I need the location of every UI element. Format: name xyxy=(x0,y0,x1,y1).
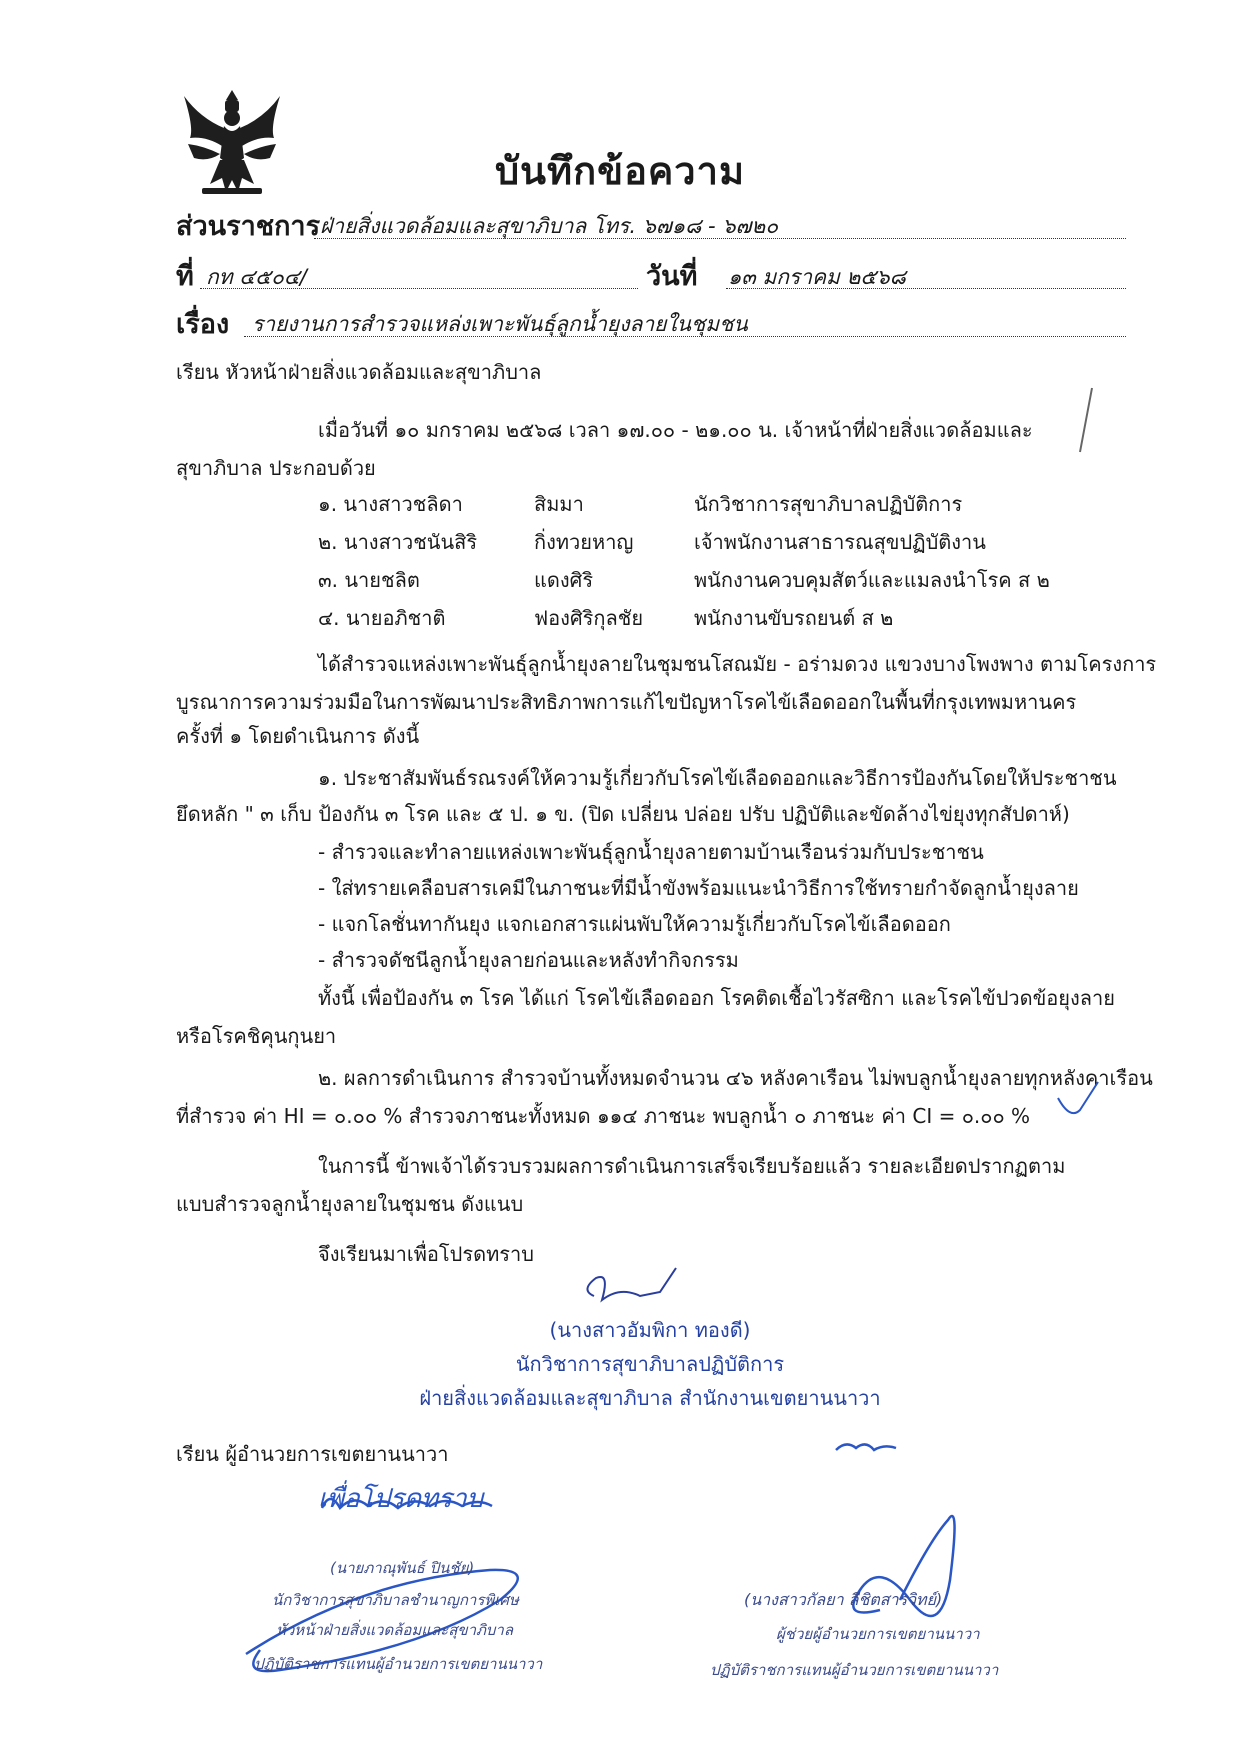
p2-line3: ครั้งที่ ๑ โดยดำเนินการ ดังนี้ xyxy=(176,724,420,748)
agency-dotline xyxy=(314,238,1126,239)
item1-line2: ยึดหลัก " ๓ เก็บ ป้องกัน ๓ โรค และ ๕ ป. ๑ ข. (ปิด เปลี่ยน ปล่อย ปรับ ปฏิบัติและขัดล้างไข่ยุงทุกสัปดาห์) xyxy=(176,802,1070,826)
salutation: เรียน หัวหน้าฝ่ายสิ่งแวดล้อมและสุขาภิบาล xyxy=(176,360,542,384)
member-surname: กิ่งทวยหาญ xyxy=(534,530,634,554)
bullet-item: - แจกโลชั่นทากันยุง แจกเอกสารแผ่นพับให้ความรู้เกี่ยวกับโรคไข้เลือดออก xyxy=(318,912,951,936)
left-signer-position: ปฏิบัติราชการแทนผู้อำนวยการเขตยานนาวา xyxy=(254,1655,543,1673)
item2-line2: ที่สำรวจ ค่า HI = ๐.๐๐ % สำรวจภาชนะทั้งหมด ๑๑๔ ภาชนะ พบลูกน้ำ ๐ ภาชนะ ค่า CI = ๐.๐๐ % xyxy=(176,1104,1031,1128)
right-signer-name: (นางสาวกัลยา ลีชิตสารวิทย์) xyxy=(744,1590,943,1609)
agency-value: ฝ่ายสิ่งแวดล้อมและสุขาภิบาล โทร. ๖๗๑๘ - ๖๗๒๐ xyxy=(320,214,779,238)
subject-value: รายงานการสำรวจแหล่งเพาะพันธุ์ลูกน้ำยุงลายในชุมชน xyxy=(252,312,748,336)
left-signer-position: หัวหน้าฝ่ายสิ่งแวดล้อมและสุขาภิบาล xyxy=(276,1621,514,1639)
signer-position: นักวิชาการสุขาภิบาลปฏิบัติการ xyxy=(515,1352,785,1376)
left-signer-name: (นายภาณุพันธ์ ปินชัย) xyxy=(330,1559,475,1577)
closing: จึงเรียนมาเพื่อโปรดทราบ xyxy=(318,1242,534,1266)
endorse-note: เพื่อโปรดทราบ xyxy=(318,1484,484,1514)
member-name: ๒. นางสาวชนันสิริ xyxy=(318,530,478,554)
p2-line1: ได้สำรวจแหล่งเพาะพันธุ์ลูกน้ำยุงลายในชุมชนโสณมัย - อร่ามดวง แขวงบางโพงพาง ตามโครงการ xyxy=(318,652,1157,676)
page-title: บันทึกข้อความ xyxy=(494,149,746,193)
member-row xyxy=(318,488,1050,526)
member-surname: แดงศิริ xyxy=(534,568,594,592)
right-signer-position: ผู้ช่วยผู้อำนวยการเขตยานนาวา xyxy=(776,1625,980,1643)
p3-line2: หรือโรคชิคุนกุนยา xyxy=(176,1024,337,1048)
member-position: พนักงานควบคุมสัตว์และแมลงนำโรค ส ๒ xyxy=(694,568,1050,592)
signer-name: (นางสาวอัมพิกา ทองดี) xyxy=(549,1318,751,1342)
date-value: ๑๓ มกราคม ๒๕๖๘ xyxy=(728,265,906,289)
signer-unit: ฝ่ายสิ่งแวดล้อมและสุขาภิบาล สำนักงานเขตยานนาวา xyxy=(419,1386,881,1410)
date-dotline xyxy=(726,288,1126,289)
member-row xyxy=(318,526,1050,564)
p4-line1: ในการนี้ ข้าพเจ้าได้รวบรวมผลการดำเนินการเสร็จเรียบร้อยแล้ว รายละเอียดปรากฏตาม xyxy=(318,1154,1066,1178)
member-position: นักวิชาการสุขาภิบาลปฏิบัติการ xyxy=(694,492,963,516)
member-row xyxy=(318,602,1050,640)
p4-line2: แบบสำรวจลูกน้ำยุงลายในชุมชน ดังแนบ xyxy=(176,1192,524,1216)
date-label: วันที่ xyxy=(646,261,698,292)
endorse-to: เรียน ผู้อำนวยการเขตยานนาวา xyxy=(176,1442,449,1466)
member-surname: สิมมา xyxy=(534,492,584,516)
member-name: ๑. นางสาวชลิดา xyxy=(318,492,463,516)
member-name: ๓. นายชลิต xyxy=(318,568,420,592)
member-name: ๔. นายอภิชาติ xyxy=(318,606,446,630)
ref-value: กท ๔๕๐๔/ xyxy=(206,265,307,289)
p3-line1: ทั้งนี้ เพื่อป้องกัน ๓ โรค ได้แก่ โรคไข้เลือดออก โรคติดเชื้อไวรัสซิกา และโรคไข้ปวดข้อยุงลาย xyxy=(318,986,1115,1010)
member-position: พนักงานขับรถยนต์ ส ๒ xyxy=(694,606,894,630)
bullet-item: - ใส่ทรายเคลือบสารเคมีในภาชนะที่มีน้ำขังพร้อมแนะนำวิธีการใช้ทรายกำจัดลูกน้ำยุงลาย xyxy=(318,876,1079,900)
agency-label: ส่วนราชการ xyxy=(176,211,321,242)
member-list xyxy=(318,488,1050,640)
p1-line2: สุขาภิบาล ประกอบด้วย xyxy=(176,456,376,480)
p2-line2: บูรณาการความร่วมมือในการพัฒนาประสิทธิภาพการแก้ไขปัญหาโรคไข้เลือดออกในพื้นที่กรุงเทพมหานคร xyxy=(176,690,1077,714)
bullet-item: - สำรวจดัชนีลูกน้ำยุงลายก่อนและหลังทำกิจกรรม xyxy=(318,948,739,972)
ref-dotline xyxy=(200,288,638,289)
member-position: เจ้าพนักงานสาธารณสุขปฏิบัติงาน xyxy=(694,530,986,554)
left-signer-position: นักวิชาการสุขาภิบาลชำนาญการพิเศษ xyxy=(272,1591,519,1609)
p1-line1: เมื่อวันที่ ๑๐ มกราคม ๒๕๖๘ เวลา ๑๗.๐๐ - ๒๑.๐๐ น. เจ้าหน้าที่ฝ่ายสิ่งแวดล้อมและ xyxy=(318,418,1033,442)
member-row xyxy=(318,564,1050,602)
item2-line1: ๒. ผลการดำเนินการ สำรวจบ้านทั้งหมดจำนวน ๔๖ หลังคาเรือน ไม่พบลูกน้ำยุงลายทุกหลังคาเรือน xyxy=(318,1066,1153,1090)
subject-label: เรื่อง xyxy=(176,309,230,340)
bullet-item: - สำรวจและทำลายแหล่งเพาะพันธุ์ลูกน้ำยุงลายตามบ้านเรือนร่วมกับประชาชน xyxy=(318,840,984,864)
right-signer-position: ปฏิบัติราชการแทนผู้อำนวยการเขตยานนาวา xyxy=(710,1661,999,1679)
member-surname: ฟองศิริกุลชัย xyxy=(534,606,644,630)
ref-label: ที่ xyxy=(176,261,194,292)
item1-line1: ๑. ประชาสัมพันธ์รณรงค์ให้ความรู้เกี่ยวกับโรคไข้เลือดออกและวิธีการป้องกันโดยให้ประชาชน xyxy=(318,766,1117,790)
subject-dotline xyxy=(244,336,1126,337)
